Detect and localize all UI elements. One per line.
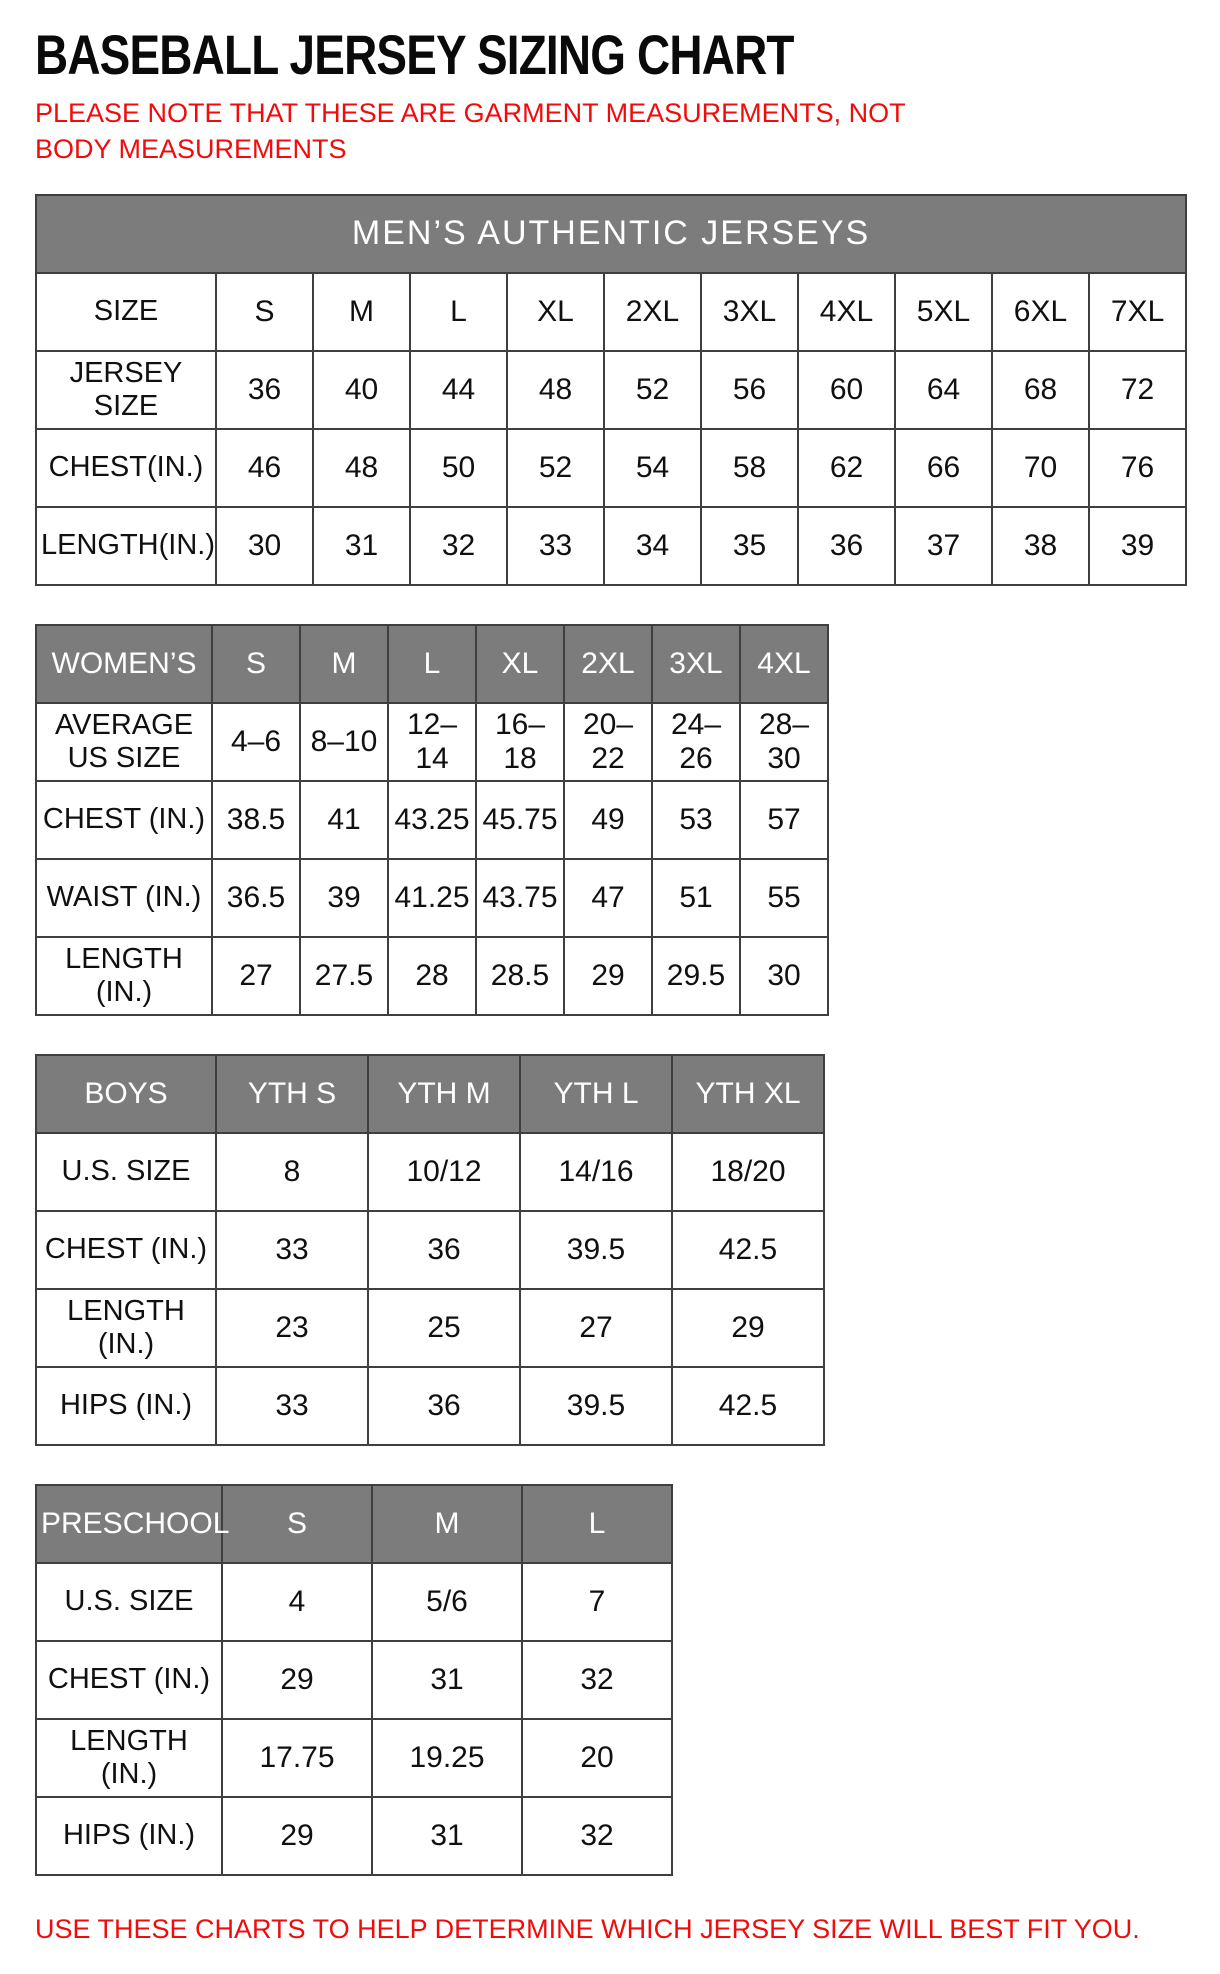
preschool-header-label: PRESCHOOL <box>36 1485 222 1563</box>
boys-sizing-table <box>35 1054 1185 1446</box>
value-cell: 37 <box>895 507 992 585</box>
value-cell: 38.5 <box>212 781 300 859</box>
value-cell: 29 <box>672 1289 824 1367</box>
value-cell: 17.75 <box>222 1719 372 1797</box>
value-cell: 36 <box>368 1211 520 1289</box>
value-cell: 28–30 <box>740 703 828 781</box>
table-row <box>36 1133 824 1211</box>
value-cell: 20–22 <box>564 703 652 781</box>
mens-size-header: 4XL <box>798 273 895 351</box>
value-cell: 35 <box>701 507 798 585</box>
row-label: HIPS (IN.) <box>36 1797 222 1875</box>
table-row <box>36 1289 824 1367</box>
value-cell: 43.25 <box>388 781 476 859</box>
mens-banner-title: MEN’S AUTHENTIC JERSEYS <box>36 195 1186 273</box>
mens-banner-row <box>36 195 1186 273</box>
mens-sizing-table <box>35 194 1185 586</box>
value-cell: 39.5 <box>520 1211 672 1289</box>
value-cell: 20 <box>522 1719 672 1797</box>
value-cell: 30 <box>740 937 828 1015</box>
value-cell: 19.25 <box>372 1719 522 1797</box>
boys-size-header: YTH XL <box>672 1055 824 1133</box>
garment-measurements-note: PLEASE NOTE THAT THESE ARE GARMENT MEASUREMENTS, NOT BODY MEASUREMENTS <box>35 98 906 165</box>
womens-size-header: M <box>300 625 388 703</box>
value-cell: 31 <box>372 1797 522 1875</box>
value-cell: 27 <box>212 937 300 1015</box>
value-cell: 27.5 <box>300 937 388 1015</box>
value-cell: 52 <box>507 429 604 507</box>
mens-size-header: S <box>216 273 313 351</box>
womens-size-header: S <box>212 625 300 703</box>
value-cell: 29 <box>222 1797 372 1875</box>
table-row <box>36 1641 672 1719</box>
table-row <box>36 859 828 937</box>
row-label: WAIST (IN.) <box>36 859 212 937</box>
row-label: HIPS (IN.) <box>36 1367 216 1445</box>
table-row <box>36 429 1186 507</box>
value-cell: 50 <box>410 429 507 507</box>
boys-size-header: YTH L <box>520 1055 672 1133</box>
value-cell: 40 <box>313 351 410 429</box>
preschool-header-row <box>36 1485 672 1563</box>
row-label: CHEST (IN.) <box>36 1641 222 1719</box>
value-cell: 47 <box>564 859 652 937</box>
value-cell: 64 <box>895 351 992 429</box>
value-cell: 51 <box>652 859 740 937</box>
value-cell: 36.5 <box>212 859 300 937</box>
value-cell: 45.75 <box>476 781 564 859</box>
womens-size-header: XL <box>476 625 564 703</box>
value-cell: 39 <box>300 859 388 937</box>
boys-header-label: BOYS <box>36 1055 216 1133</box>
mens-size-header: 3XL <box>701 273 798 351</box>
value-cell: 48 <box>313 429 410 507</box>
boys-header-row <box>36 1055 824 1133</box>
footer-note: USE THESE CHARTS TO HELP DETERMINE WHICH JERSEY SIZE WILL BEST FIT YOU. <box>35 1913 1140 1944</box>
value-cell: 25 <box>368 1289 520 1367</box>
value-cell: 34 <box>604 507 701 585</box>
row-label: LENGTH(IN.) <box>36 507 216 585</box>
table-row <box>36 1367 824 1445</box>
value-cell: 29 <box>564 937 652 1015</box>
value-cell: 70 <box>992 429 1089 507</box>
value-cell: 57 <box>740 781 828 859</box>
womens-table <box>35 624 829 1016</box>
mens-size-header: 7XL <box>1089 273 1186 351</box>
value-cell: 36 <box>368 1367 520 1445</box>
table-row <box>36 703 828 781</box>
mens-size-header: L <box>410 273 507 351</box>
value-cell: 30 <box>216 507 313 585</box>
value-cell: 12–14 <box>388 703 476 781</box>
row-label: CHEST (IN.) <box>36 781 212 859</box>
row-label: LENGTH (IN.) <box>36 1289 216 1367</box>
value-cell: 55 <box>740 859 828 937</box>
value-cell: 42.5 <box>672 1367 824 1445</box>
value-cell: 29.5 <box>652 937 740 1015</box>
value-cell: 32 <box>522 1797 672 1875</box>
value-cell: 31 <box>372 1641 522 1719</box>
value-cell: 66 <box>895 429 992 507</box>
value-cell: 36 <box>798 507 895 585</box>
preschool-table <box>35 1484 673 1876</box>
value-cell: 33 <box>216 1367 368 1445</box>
womens-size-header: 2XL <box>564 625 652 703</box>
womens-header-label: WOMEN’S <box>36 625 212 703</box>
value-cell: 39 <box>1089 507 1186 585</box>
value-cell: 14/16 <box>520 1133 672 1211</box>
preschool-size-header: S <box>222 1485 372 1563</box>
value-cell: 4 <box>222 1563 372 1641</box>
value-cell: 28.5 <box>476 937 564 1015</box>
value-cell: 58 <box>701 429 798 507</box>
value-cell: 54 <box>604 429 701 507</box>
table-row <box>36 1563 672 1641</box>
value-cell: 32 <box>522 1641 672 1719</box>
value-cell: 36 <box>216 351 313 429</box>
table-row <box>36 507 1186 585</box>
mens-size-header: M <box>313 273 410 351</box>
boys-size-header: YTH S <box>216 1055 368 1133</box>
page-title: BASEBALL JERSEY SIZING CHART <box>35 23 794 86</box>
mens-header-label: SIZE <box>36 273 216 351</box>
value-cell: 49 <box>564 781 652 859</box>
row-label: AVERAGE US SIZE <box>36 703 212 781</box>
value-cell: 53 <box>652 781 740 859</box>
value-cell: 48 <box>507 351 604 429</box>
value-cell: 10/12 <box>368 1133 520 1211</box>
value-cell: 8 <box>216 1133 368 1211</box>
value-cell: 5/6 <box>372 1563 522 1641</box>
table-row <box>36 1719 672 1797</box>
value-cell: 44 <box>410 351 507 429</box>
mens-header-row <box>36 273 1186 351</box>
womens-size-header: 4XL <box>740 625 828 703</box>
value-cell: 68 <box>992 351 1089 429</box>
row-label: JERSEY SIZE <box>36 351 216 429</box>
value-cell: 27 <box>520 1289 672 1367</box>
table-row <box>36 781 828 859</box>
value-cell: 43.75 <box>476 859 564 937</box>
womens-size-header: L <box>388 625 476 703</box>
value-cell: 41 <box>300 781 388 859</box>
value-cell: 29 <box>222 1641 372 1719</box>
value-cell: 62 <box>798 429 895 507</box>
mens-size-header: 2XL <box>604 273 701 351</box>
boys-size-header: YTH M <box>368 1055 520 1133</box>
womens-header-row <box>36 625 828 703</box>
value-cell: 18/20 <box>672 1133 824 1211</box>
value-cell: 23 <box>216 1289 368 1367</box>
value-cell: 16–18 <box>476 703 564 781</box>
boys-table <box>35 1054 825 1446</box>
value-cell: 52 <box>604 351 701 429</box>
row-label: U.S. SIZE <box>36 1133 216 1211</box>
row-label: CHEST(IN.) <box>36 429 216 507</box>
mens-table <box>35 194 1187 586</box>
value-cell: 41.25 <box>388 859 476 937</box>
value-cell: 33 <box>216 1211 368 1289</box>
mens-size-header: 6XL <box>992 273 1089 351</box>
preschool-size-header: M <box>372 1485 522 1563</box>
row-label: LENGTH (IN.) <box>36 937 212 1015</box>
value-cell: 46 <box>216 429 313 507</box>
womens-sizing-table <box>35 624 1185 1016</box>
value-cell: 31 <box>313 507 410 585</box>
value-cell: 7 <box>522 1563 672 1641</box>
table-row <box>36 1797 672 1875</box>
mens-size-header: XL <box>507 273 604 351</box>
row-label: LENGTH (IN.) <box>36 1719 222 1797</box>
row-label: CHEST (IN.) <box>36 1211 216 1289</box>
value-cell: 60 <box>798 351 895 429</box>
value-cell: 42.5 <box>672 1211 824 1289</box>
value-cell: 32 <box>410 507 507 585</box>
value-cell: 38 <box>992 507 1089 585</box>
value-cell: 72 <box>1089 351 1186 429</box>
preschool-size-header: L <box>522 1485 672 1563</box>
value-cell: 39.5 <box>520 1367 672 1445</box>
value-cell: 28 <box>388 937 476 1015</box>
table-row <box>36 351 1186 429</box>
value-cell: 4–6 <box>212 703 300 781</box>
table-row <box>36 1211 824 1289</box>
womens-size-header: 3XL <box>652 625 740 703</box>
table-row <box>36 937 828 1015</box>
mens-size-header: 5XL <box>895 273 992 351</box>
value-cell: 56 <box>701 351 798 429</box>
row-label: U.S. SIZE <box>36 1563 222 1641</box>
value-cell: 24–26 <box>652 703 740 781</box>
preschool-sizing-table <box>35 1484 1185 1876</box>
value-cell: 76 <box>1089 429 1186 507</box>
value-cell: 33 <box>507 507 604 585</box>
value-cell: 8–10 <box>300 703 388 781</box>
